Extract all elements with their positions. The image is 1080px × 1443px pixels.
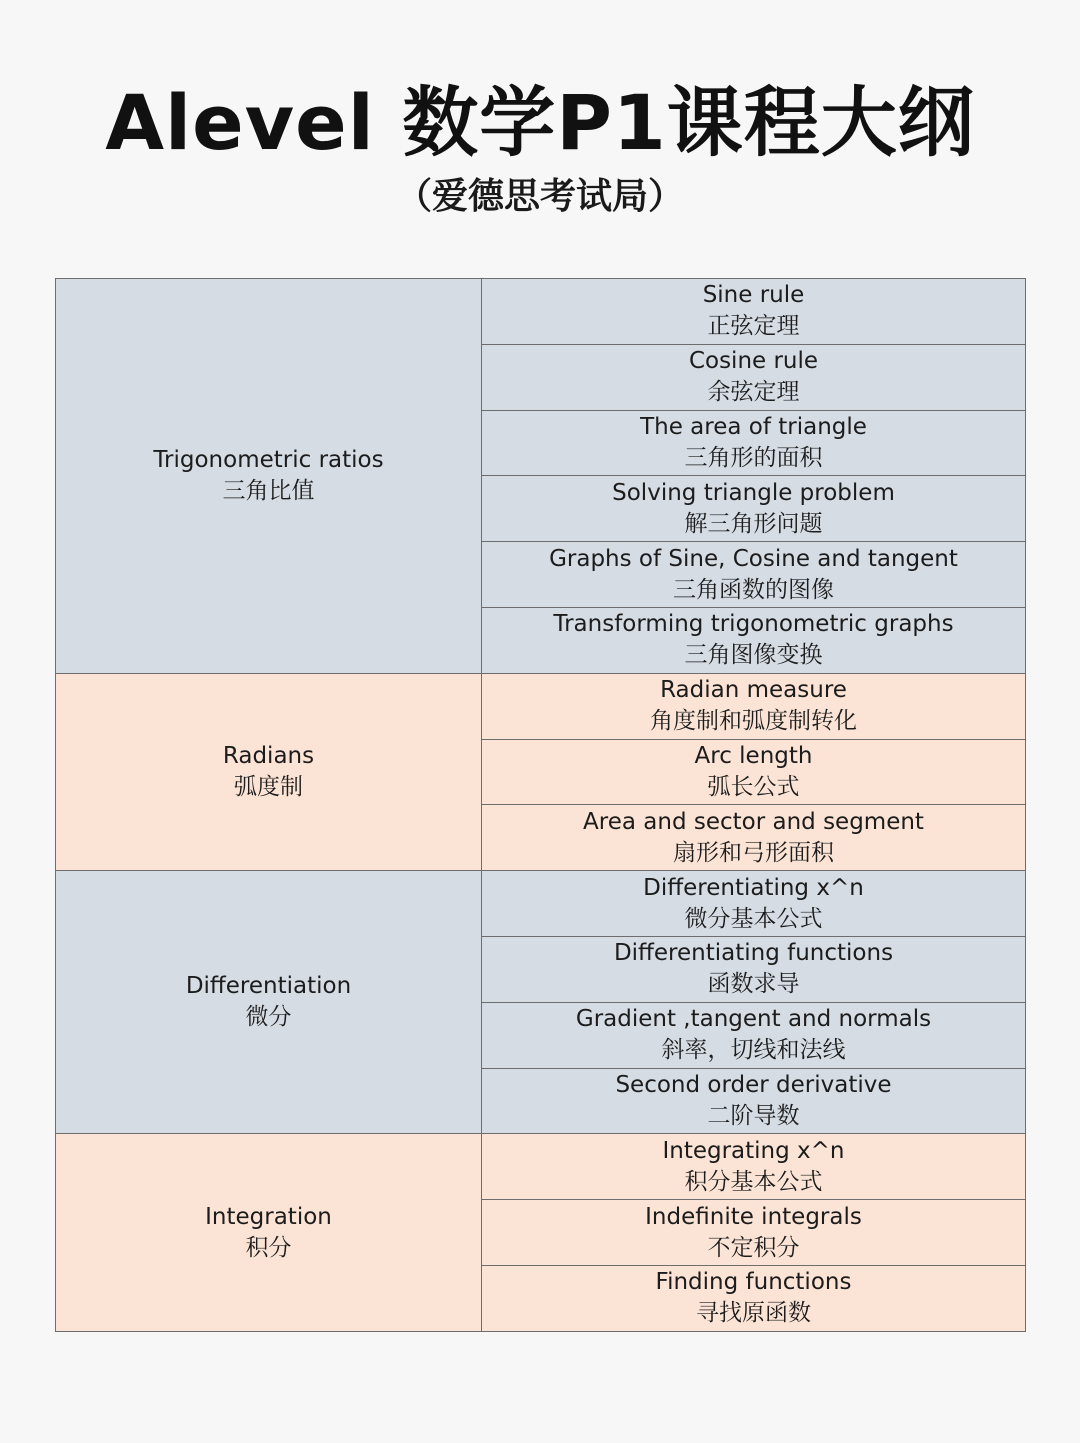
topic-en: Differentiating functions <box>613 940 894 967</box>
topic-cell <box>482 1068 1026 1134</box>
topic-zh: 函数求导 <box>707 971 800 998</box>
table-row <box>56 673 1026 739</box>
topic-en: Graphs of Sine, Cosine and tangent <box>549 545 958 572</box>
table-row <box>56 871 1026 937</box>
topic-cell <box>482 871 1026 937</box>
section-cell <box>56 673 482 870</box>
section-name-zh: 弧度制 <box>234 773 303 800</box>
topic-en: Arc length <box>694 742 813 769</box>
page-title: Alevel 数学P1课程大纲 <box>105 78 975 167</box>
topic-zh: 三角函数的图像 <box>673 576 834 603</box>
topic-cell <box>482 410 1026 476</box>
topic-zh: 二阶导数 <box>707 1102 800 1129</box>
section-name-en: Radians <box>222 742 315 769</box>
section-name-en: Trigonometric ratios <box>153 446 384 473</box>
topic-en: Integrating x^n <box>662 1137 845 1164</box>
section-name-en: Differentiation <box>185 973 352 1000</box>
section-cell <box>56 1134 482 1331</box>
table-row <box>56 1134 1026 1200</box>
topic-cell <box>482 344 1026 410</box>
topic-zh: 斜率，切线和法线 <box>661 1037 846 1064</box>
topic-cell <box>482 673 1026 739</box>
topic-cell <box>482 805 1026 871</box>
section-name-zh: 积分 <box>245 1234 292 1261</box>
topic-cell <box>482 1002 1026 1068</box>
topic-cell <box>482 1200 1026 1266</box>
topic-zh: 寻找原函数 <box>696 1300 811 1327</box>
topic-cell <box>482 542 1026 608</box>
topic-zh: 弧长公式 <box>707 773 800 800</box>
topic-en: Sine rule <box>702 282 805 309</box>
topic-en: Radian measure <box>660 677 847 704</box>
topic-en: Cosine rule <box>688 348 819 375</box>
topic-en: Finding functions <box>655 1269 852 1296</box>
section-cell <box>56 279 482 674</box>
syllabus-table <box>55 278 1026 1332</box>
topic-en: Gradient ,tangent and normals <box>575 1006 932 1033</box>
topic-en: Transforming trigonometric graphs <box>553 611 954 638</box>
page-subtitle: （爱德思考试局） <box>395 176 684 217</box>
topic-en: The area of triangle <box>640 413 867 440</box>
topic-zh: 三角形的面积 <box>684 444 823 471</box>
section-name-en: Integration <box>205 1203 332 1230</box>
topic-zh: 微分基本公式 <box>684 905 823 932</box>
topic-cell <box>482 739 1026 805</box>
topic-cell <box>482 476 1026 542</box>
topic-zh: 扇形和弓形面积 <box>673 839 834 866</box>
topic-zh: 不定积分 <box>707 1234 800 1261</box>
topic-cell <box>482 1134 1026 1200</box>
topic-cell <box>482 279 1026 345</box>
topic-zh: 三角图像变换 <box>684 642 823 669</box>
topic-zh: 余弦定理 <box>707 379 800 406</box>
topic-zh: 解三角形问题 <box>684 510 823 537</box>
topic-en: Area and sector and segment <box>583 808 924 835</box>
section-name-zh: 微分 <box>245 1004 292 1031</box>
topic-cell <box>482 607 1026 673</box>
topic-en: Solving triangle problem <box>612 479 895 506</box>
section-name-zh: 三角比值 <box>222 477 315 504</box>
topic-zh: 正弦定理 <box>707 313 800 340</box>
topic-cell <box>482 1265 1026 1331</box>
topic-zh: 角度制和弧度制转化 <box>650 708 857 735</box>
table-row <box>56 279 1026 345</box>
topic-en: Differentiating x^n <box>643 874 864 901</box>
topic-zh: 积分基本公式 <box>684 1168 823 1195</box>
topic-en: Indefinite integrals <box>645 1203 862 1230</box>
topic-en: Second order derivative <box>615 1071 892 1098</box>
topic-cell <box>482 936 1026 1002</box>
section-cell <box>56 871 482 1134</box>
